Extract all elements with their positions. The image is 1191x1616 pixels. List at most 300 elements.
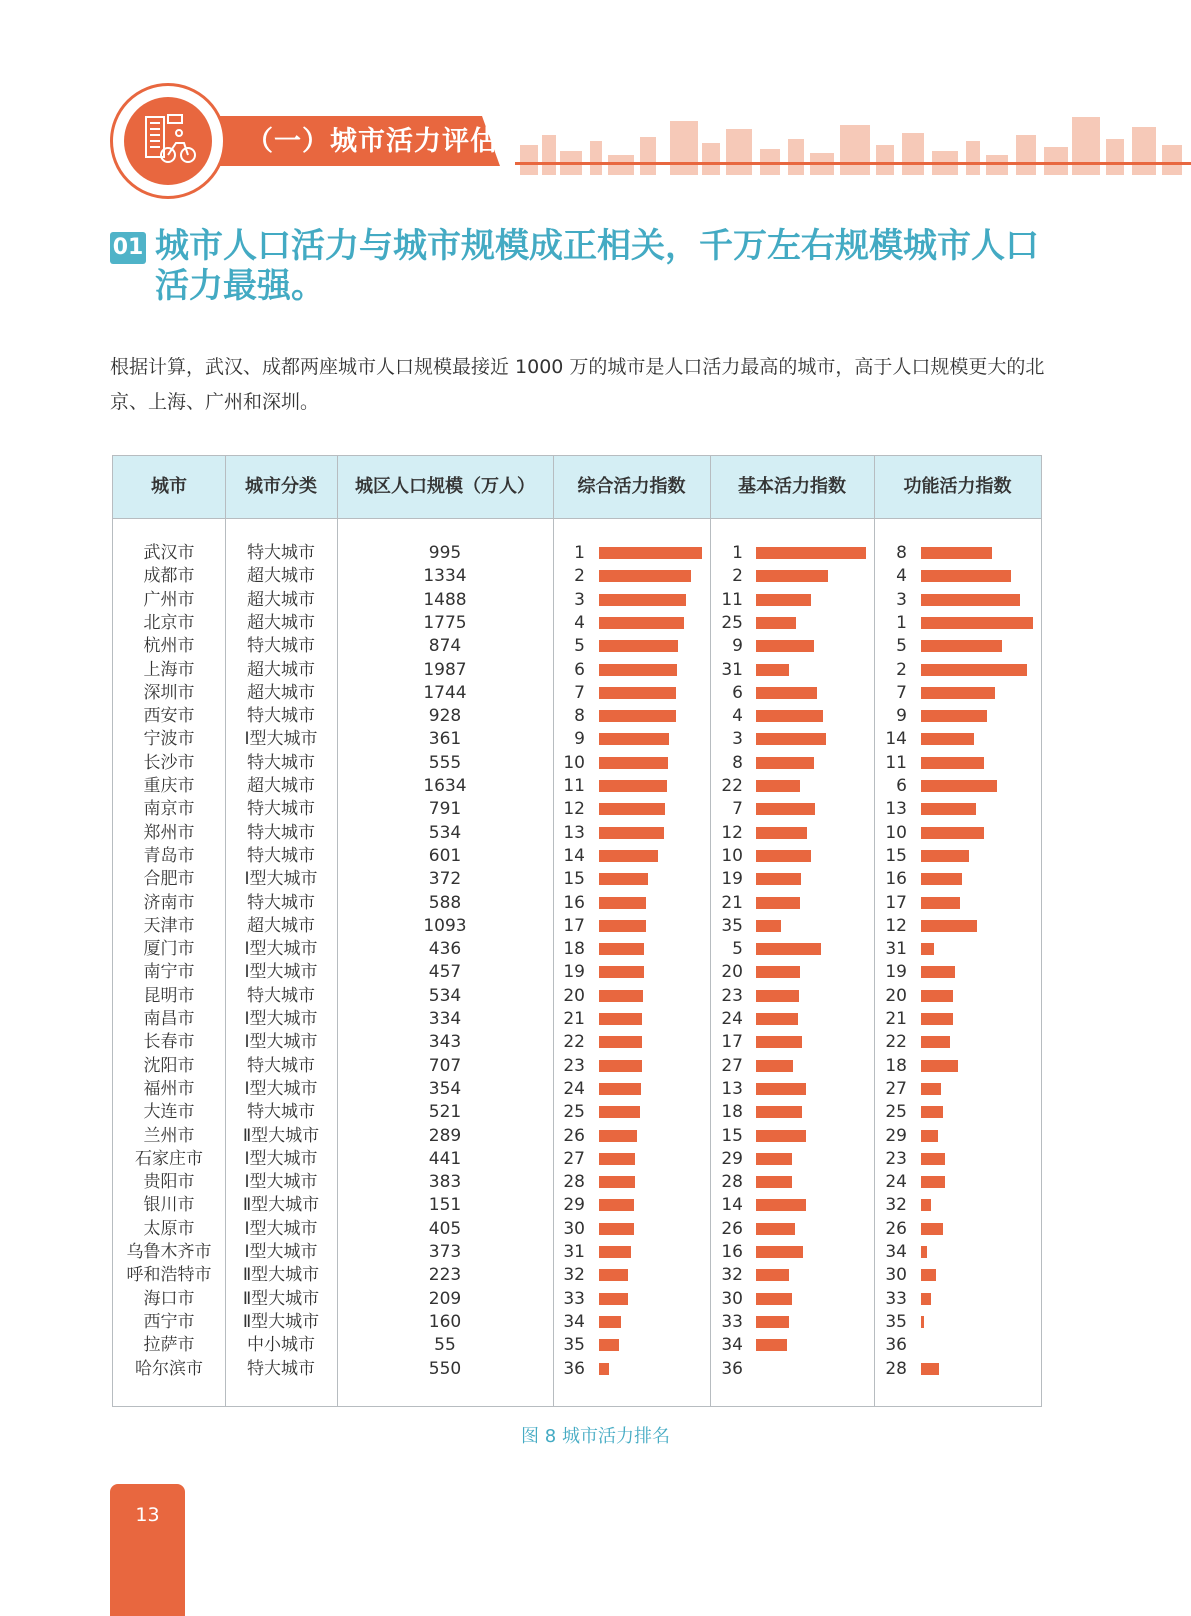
- function-bar: [921, 780, 997, 792]
- overall-rank: 13: [563, 822, 585, 843]
- city-name: 福州市: [143, 1078, 195, 1099]
- population-value: 436: [428, 939, 462, 960]
- overall-bar: [599, 640, 678, 652]
- city-class: 特大城市: [247, 822, 315, 843]
- population-value: 1634: [423, 776, 467, 796]
- overall-rank: 3: [574, 589, 585, 610]
- function-rank: 3: [896, 589, 907, 610]
- overall-bar: [599, 757, 668, 769]
- overall-bar: [599, 827, 664, 839]
- basic-rank: 10: [721, 845, 743, 866]
- basic-bar: [756, 687, 817, 699]
- city-name: 哈尔滨市: [135, 1358, 203, 1379]
- basic-bar: [756, 1176, 792, 1188]
- city-class: 超大城市: [247, 776, 315, 796]
- overall-bar: [599, 943, 644, 955]
- table-row: [113, 565, 1041, 588]
- function-rank: 21: [885, 1009, 907, 1029]
- overall-bar: [599, 803, 665, 815]
- function-bar: [921, 710, 987, 722]
- basic-bar: [756, 966, 800, 978]
- overall-rank: 14: [563, 845, 585, 866]
- basic-rank: 31: [721, 659, 743, 680]
- basic-rank: 4: [732, 706, 743, 727]
- city-name: 上海市: [143, 659, 195, 680]
- city-class: Ⅰ型大城市: [244, 1078, 318, 1099]
- function-rank: 20: [885, 985, 907, 1006]
- skyline-decoration: [520, 115, 1191, 175]
- city-class: Ⅰ型大城市: [244, 1032, 318, 1053]
- basic-rank: 29: [721, 1148, 743, 1169]
- population-value: 405: [428, 1218, 462, 1239]
- function-rank: 23: [885, 1148, 907, 1169]
- overall-rank: 6: [574, 659, 585, 680]
- overall-bar: [599, 1246, 631, 1258]
- basic-bar: [756, 757, 814, 769]
- function-rank: 36: [885, 1335, 907, 1356]
- city-class: Ⅰ型大城市: [244, 1172, 318, 1193]
- basic-bar: [756, 733, 826, 745]
- basic-bar: [756, 873, 801, 885]
- function-bar: [921, 1316, 924, 1328]
- function-rank: 14: [885, 729, 907, 750]
- column-header-city: 城市: [151, 476, 187, 497]
- city-name: 合肥市: [143, 869, 195, 890]
- population-value: 1775: [423, 612, 467, 633]
- population-value: 354: [428, 1078, 462, 1099]
- basic-rank: 34: [721, 1335, 743, 1356]
- table-row: [113, 1264, 1041, 1287]
- population-value: 361: [428, 729, 462, 750]
- city-name: 杭州市: [143, 636, 195, 657]
- page-number-tab: [110, 1484, 185, 1616]
- population-value: 55: [434, 1335, 456, 1356]
- overall-bar: [599, 873, 648, 885]
- column-header-population: 城区人口规模（万人）: [355, 476, 535, 497]
- population-value: 373: [428, 1242, 462, 1262]
- column-header-basic-index: 基本活力指数: [738, 476, 846, 497]
- basic-bar: [756, 617, 796, 629]
- basic-bar: [756, 1316, 789, 1328]
- function-bar: [921, 966, 955, 978]
- population-value: 521: [428, 1102, 462, 1123]
- function-rank: 18: [885, 1055, 907, 1076]
- population-value: 601: [428, 845, 462, 866]
- function-rank: 4: [896, 566, 907, 587]
- basic-rank: 14: [721, 1195, 743, 1216]
- function-rank: 15: [885, 845, 907, 866]
- function-bar: [921, 594, 1020, 606]
- figure-caption: 图 8 城市活力排名: [521, 1426, 670, 1447]
- table-row: [113, 961, 1041, 984]
- basic-bar: [756, 1293, 792, 1305]
- population-value: 372: [428, 869, 462, 890]
- basic-rank: 15: [721, 1125, 743, 1146]
- population-value: 874: [428, 636, 462, 657]
- city-name: 厦门市: [143, 939, 195, 960]
- population-value: 1334: [423, 566, 467, 587]
- overall-rank: 17: [563, 915, 585, 936]
- overall-bar: [599, 687, 676, 699]
- function-bar: [921, 1269, 936, 1281]
- population-value: 383: [428, 1172, 462, 1193]
- function-bar: [921, 1176, 945, 1188]
- city-class: Ⅱ型大城市: [242, 1125, 320, 1146]
- city-class: 超大城市: [247, 612, 315, 633]
- function-rank: 11: [885, 752, 907, 773]
- population-value: 707: [428, 1055, 462, 1076]
- basic-rank: 21: [721, 892, 743, 913]
- basic-bar: [756, 1013, 798, 1025]
- table-row: [113, 1008, 1041, 1031]
- city-class: Ⅰ型大城市: [244, 939, 318, 960]
- basic-rank: 9: [732, 636, 743, 657]
- function-bar: [921, 1199, 931, 1211]
- overall-rank: 15: [563, 869, 585, 890]
- city-class: Ⅱ型大城市: [242, 1195, 320, 1216]
- overall-rank: 10: [563, 752, 585, 773]
- city-name: 济南市: [143, 892, 195, 913]
- overall-bar: [599, 990, 643, 1002]
- table-row: [113, 1031, 1041, 1054]
- function-rank: 6: [896, 776, 907, 796]
- overall-rank: 7: [574, 682, 585, 703]
- overall-rank: 18: [563, 939, 585, 960]
- basic-rank: 20: [721, 962, 743, 983]
- overall-bar: [599, 1223, 634, 1235]
- city-class: 超大城市: [247, 659, 315, 680]
- function-bar: [921, 1130, 938, 1142]
- function-rank: 35: [885, 1311, 907, 1332]
- overall-rank: 1: [574, 543, 585, 563]
- basic-rank: 3: [732, 729, 743, 750]
- table-row: [113, 1148, 1041, 1171]
- population-value: 534: [428, 985, 462, 1006]
- city-class: Ⅰ型大城市: [244, 1148, 318, 1169]
- function-rank: 17: [885, 892, 907, 913]
- basic-bar: [756, 1130, 806, 1142]
- basic-rank: 16: [721, 1242, 743, 1262]
- basic-rank: 11: [721, 589, 743, 610]
- city-name: 重庆市: [143, 776, 195, 796]
- overall-rank: 33: [563, 1288, 585, 1309]
- city-name: 西安市: [143, 706, 195, 727]
- function-bar: [921, 803, 976, 815]
- table-row: [113, 682, 1041, 705]
- city-name: 长沙市: [143, 752, 195, 773]
- city-class: 超大城市: [247, 682, 315, 703]
- city-class: 超大城市: [247, 566, 315, 587]
- basic-rank: 13: [721, 1078, 743, 1099]
- basic-rank: 2: [732, 566, 743, 587]
- basic-bar: [756, 1339, 787, 1351]
- overall-bar: [599, 1363, 609, 1375]
- city-name: 深圳市: [143, 682, 195, 703]
- function-bar: [921, 617, 1033, 629]
- population-value: 534: [428, 822, 462, 843]
- basic-rank: 32: [721, 1265, 743, 1286]
- function-rank: 32: [885, 1195, 907, 1216]
- city-name: 沈阳市: [143, 1055, 195, 1076]
- function-bar: [921, 1246, 927, 1258]
- table-row: [113, 1078, 1041, 1101]
- city-class: Ⅰ型大城市: [244, 1009, 318, 1029]
- overall-bar: [599, 710, 676, 722]
- overall-bar: [599, 1036, 642, 1048]
- overall-bar: [599, 617, 684, 629]
- table-row: [113, 938, 1041, 961]
- overall-bar: [599, 664, 677, 676]
- basic-bar: [756, 897, 800, 909]
- city-class: Ⅰ型大城市: [244, 962, 318, 983]
- city-class: Ⅱ型大城市: [242, 1311, 320, 1332]
- city-name: 银川市: [143, 1195, 195, 1216]
- column-header-class: 城市分类: [245, 476, 317, 497]
- basic-bar: [756, 1199, 806, 1211]
- basic-rank: 28: [721, 1172, 743, 1193]
- overall-rank: 22: [563, 1032, 585, 1053]
- city-class: 特大城市: [247, 1358, 315, 1379]
- column-header-overall-index: 综合活力指数: [577, 476, 686, 497]
- city-class: Ⅰ型大城市: [244, 729, 318, 750]
- overall-rank: 27: [563, 1148, 585, 1169]
- basic-bar: [756, 570, 828, 582]
- overall-bar: [599, 1339, 619, 1351]
- table-row: [113, 705, 1041, 728]
- function-rank: 25: [885, 1102, 907, 1123]
- basic-rank: 25: [721, 612, 743, 633]
- table-row: [113, 798, 1041, 821]
- function-rank: 28: [885, 1358, 907, 1379]
- overall-bar: [599, 1060, 642, 1072]
- table-row: [113, 612, 1041, 635]
- function-bar: [921, 757, 984, 769]
- city-class: 特大城市: [247, 636, 315, 657]
- overall-bar: [599, 733, 669, 745]
- table-row: [113, 1218, 1041, 1241]
- overall-bar: [599, 1013, 642, 1025]
- function-bar: [921, 850, 969, 862]
- overall-rank: 11: [563, 776, 585, 796]
- city-name: 呼和浩特市: [126, 1265, 212, 1286]
- heading-number-badge: 01: [110, 232, 146, 264]
- table-row: [113, 1171, 1041, 1194]
- overall-rank: 5: [574, 636, 585, 657]
- overall-bar: [599, 780, 667, 792]
- function-rank: 19: [885, 962, 907, 983]
- banner-line: [515, 162, 1191, 165]
- city-name: 拉萨市: [143, 1335, 195, 1356]
- basic-bar: [756, 594, 811, 606]
- population-value: 1744: [423, 682, 467, 703]
- table-row: [113, 868, 1041, 891]
- function-bar: [921, 1106, 943, 1118]
- city-class: 特大城市: [247, 1055, 315, 1076]
- table-row: [113, 728, 1041, 751]
- population-value: 457: [428, 962, 462, 983]
- overall-rank: 23: [563, 1055, 585, 1076]
- basic-bar: [756, 547, 866, 559]
- city-name: 宁波市: [143, 729, 195, 750]
- function-rank: 16: [885, 869, 907, 890]
- table-row: [113, 892, 1041, 915]
- overall-rank: 25: [563, 1102, 585, 1123]
- basic-bar: [756, 1246, 803, 1258]
- city-bicycle-icon: [124, 97, 212, 185]
- population-value: 160: [428, 1311, 462, 1332]
- basic-bar: [756, 780, 800, 792]
- basic-rank: 7: [732, 799, 743, 820]
- function-rank: 12: [885, 915, 907, 936]
- function-bar: [921, 687, 995, 699]
- function-bar: [921, 570, 1011, 582]
- city-name: 南昌市: [143, 1009, 195, 1029]
- city-name: 昆明市: [143, 985, 195, 1006]
- function-bar: [921, 920, 977, 932]
- overall-bar: [599, 920, 646, 932]
- city-name: 海口市: [143, 1288, 195, 1309]
- overall-bar: [599, 547, 702, 559]
- function-bar: [921, 733, 974, 745]
- city-class: 特大城市: [247, 892, 315, 913]
- basic-rank: 18: [721, 1102, 743, 1123]
- table-row: [113, 985, 1041, 1008]
- basic-bar: [756, 1083, 806, 1095]
- table-row: [113, 752, 1041, 775]
- population-value: 151: [428, 1195, 462, 1216]
- basic-rank: 35: [721, 915, 743, 936]
- city-class: 中小城市: [247, 1335, 315, 1356]
- table-row: [113, 915, 1041, 938]
- city-name: 南京市: [143, 799, 195, 820]
- basic-rank: 8: [732, 752, 743, 773]
- overall-rank: 16: [563, 892, 585, 913]
- population-value: 995: [428, 543, 462, 563]
- basic-rank: 17: [721, 1032, 743, 1053]
- city-class: Ⅰ型大城市: [244, 869, 318, 890]
- city-name: 武汉市: [143, 543, 195, 563]
- population-value: 550: [428, 1358, 462, 1379]
- function-rank: 34: [885, 1242, 907, 1262]
- basic-bar: [756, 1269, 789, 1281]
- overall-rank: 30: [563, 1218, 585, 1239]
- header-divider: [113, 518, 1041, 519]
- city-class: Ⅱ型大城市: [242, 1265, 320, 1286]
- function-rank: 33: [885, 1288, 907, 1309]
- overall-bar: [599, 1176, 635, 1188]
- population-value: 289: [428, 1125, 462, 1146]
- table-row: [113, 775, 1041, 798]
- city-name: 南宁市: [143, 962, 195, 983]
- population-value: 1987: [423, 659, 467, 680]
- basic-rank: 12: [721, 822, 743, 843]
- function-rank: 13: [885, 799, 907, 820]
- city-name: 天津市: [143, 915, 195, 936]
- overall-rank: 26: [563, 1125, 585, 1146]
- table-row: [113, 1334, 1041, 1357]
- function-rank: 2: [896, 659, 907, 680]
- function-rank: 24: [885, 1172, 907, 1193]
- city-class: 特大城市: [247, 543, 315, 563]
- overall-rank: 20: [563, 985, 585, 1006]
- basic-rank: 27: [721, 1055, 743, 1076]
- overall-rank: 31: [563, 1242, 585, 1262]
- overall-bar: [599, 570, 691, 582]
- overall-bar: [599, 850, 658, 862]
- function-rank: 5: [896, 636, 907, 657]
- city-class: Ⅰ型大城市: [244, 1242, 318, 1262]
- overall-bar: [599, 1106, 640, 1118]
- function-bar: [921, 1013, 953, 1025]
- overall-rank: 28: [563, 1172, 585, 1193]
- overall-rank: 36: [563, 1358, 585, 1379]
- city-class: 特大城市: [247, 706, 315, 727]
- table-row: [113, 542, 1041, 565]
- population-value: 928: [428, 706, 462, 727]
- function-bar: [921, 873, 962, 885]
- function-rank: 7: [896, 682, 907, 703]
- city-name: 广州市: [143, 589, 195, 610]
- function-bar: [921, 664, 1027, 676]
- city-name: 贵阳市: [143, 1172, 195, 1193]
- overall-rank: 9: [574, 729, 585, 750]
- overall-rank: 2: [574, 566, 585, 587]
- column-header-function-index: 功能活力指数: [903, 476, 1012, 497]
- basic-bar: [756, 710, 823, 722]
- overall-bar: [599, 1316, 621, 1328]
- overall-rank: 4: [574, 612, 585, 633]
- overall-rank: 12: [563, 799, 585, 820]
- function-rank: 27: [885, 1078, 907, 1099]
- body-paragraph: 根据计算，武汉、成都两座城市人口规模最接近 1000 万的城市是人口活力最高的城市，高于人口规模更大的北京、上海、广州和深圳。: [110, 356, 1045, 413]
- basic-rank: 6: [732, 682, 743, 703]
- basic-bar: [756, 1153, 792, 1165]
- basic-bar: [756, 850, 811, 862]
- overall-bar: [599, 1130, 637, 1142]
- table-row: [113, 1311, 1041, 1334]
- basic-rank: 19: [721, 869, 743, 890]
- overall-rank: 8: [574, 706, 585, 727]
- table-row: [113, 1194, 1041, 1217]
- basic-bar: [756, 990, 799, 1002]
- function-bar: [921, 943, 934, 955]
- function-bar: [921, 1083, 941, 1095]
- population-value: 588: [428, 892, 462, 913]
- city-name: 石家庄市: [135, 1148, 203, 1169]
- city-class: Ⅱ型大城市: [242, 1288, 320, 1309]
- page-number: 13: [135, 1504, 160, 1526]
- city-class: 特大城市: [247, 985, 315, 1006]
- table-row: [113, 659, 1041, 682]
- table-row: [113, 1358, 1041, 1381]
- function-bar: [921, 1153, 945, 1165]
- function-rank: 10: [885, 822, 907, 843]
- city-name: 长春市: [143, 1032, 195, 1053]
- basic-bar: [756, 943, 821, 955]
- city-class: 特大城市: [247, 799, 315, 820]
- population-value: 334: [428, 1009, 462, 1029]
- population-value: 791: [428, 799, 462, 820]
- section-heading: 城市人口活力与城市规模成正相关，千万左右规模城市人口活力最强。: [155, 226, 1039, 306]
- basic-rank: 5: [732, 939, 743, 960]
- city-class: 特大城市: [247, 845, 315, 866]
- function-bar: [921, 1293, 931, 1305]
- function-bar: [921, 1363, 939, 1375]
- function-rank: 22: [885, 1032, 907, 1053]
- basic-bar: [756, 920, 781, 932]
- function-rank: 29: [885, 1125, 907, 1146]
- city-class: 超大城市: [247, 915, 315, 936]
